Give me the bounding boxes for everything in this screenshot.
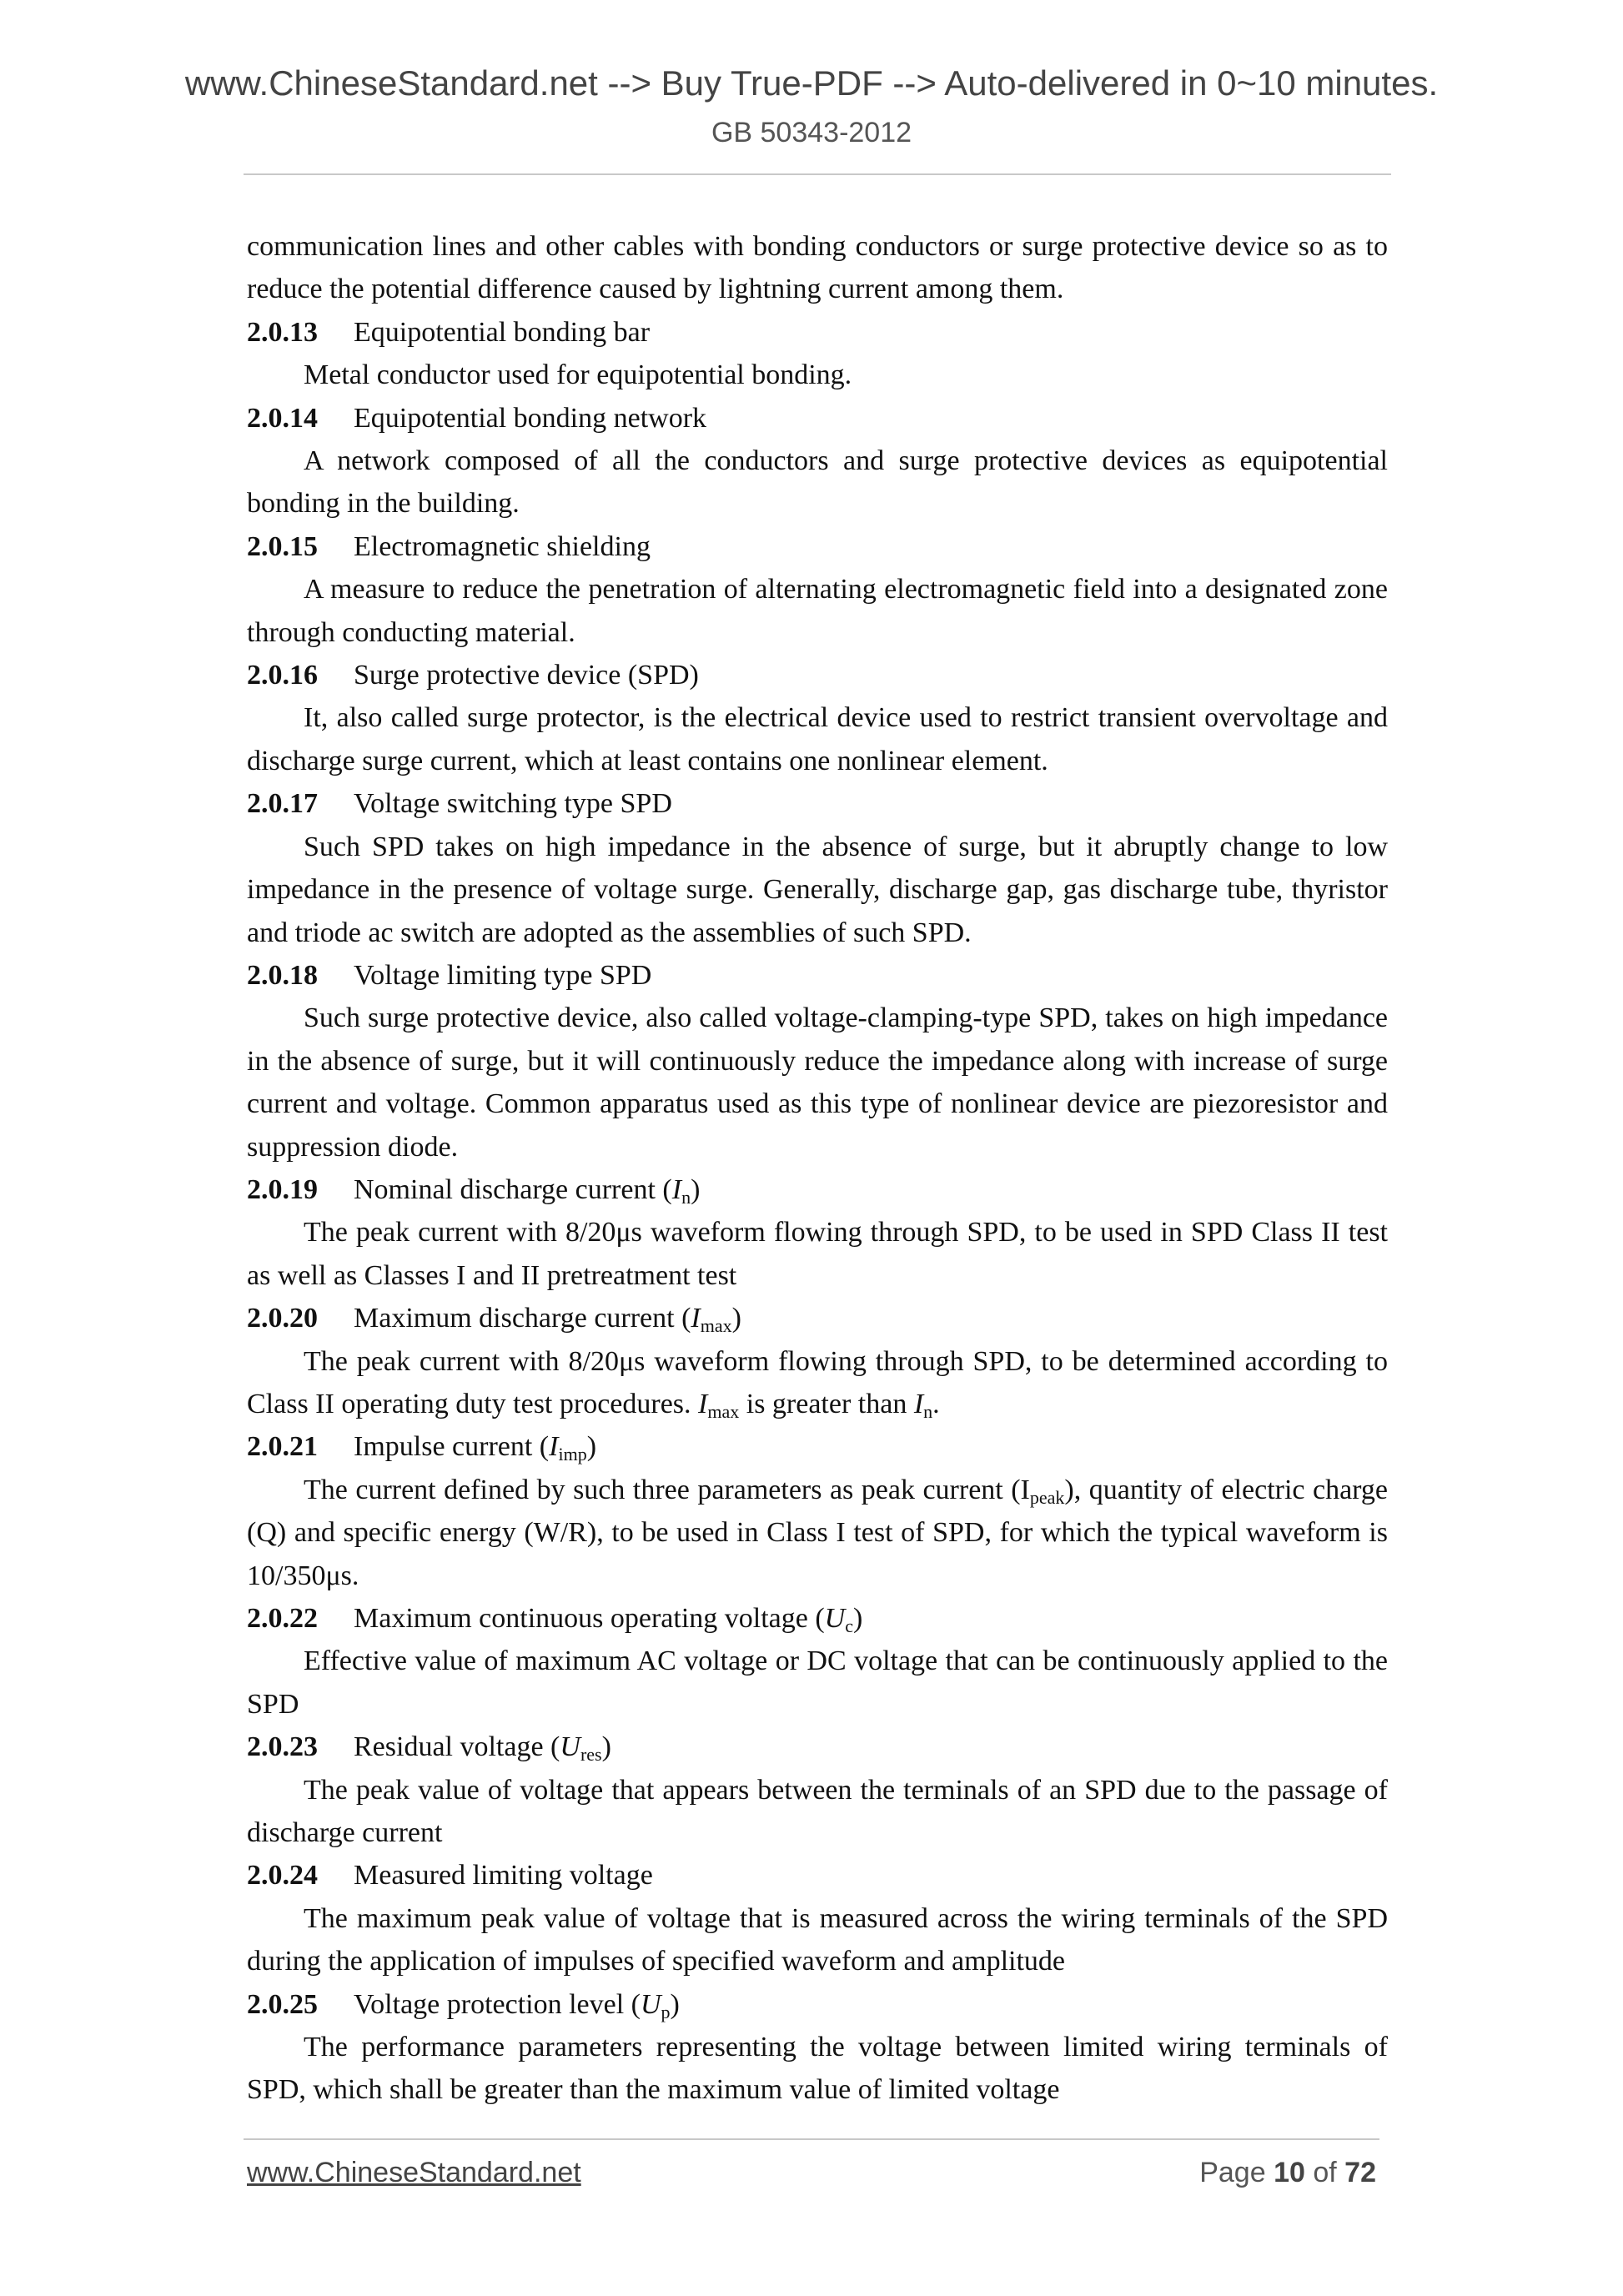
term-title: Maximum discharge current $(I_{max})$ <box>354 1303 741 1337</box>
term-heading <box>247 954 1388 997</box>
term-number: 2.0.20 <box>247 1303 318 1334</box>
term-definition: The peak value of voltage that appears between the terminals of an SPD due to the passage of discharge current <box>247 1774 1388 1849</box>
term-heading <box>247 311 1388 354</box>
term-number: 2.0.18 <box>247 959 318 991</box>
term-number: 2.0.23 <box>247 1731 318 1763</box>
page-indicator: Page 10 of 72 <box>1199 2157 1376 2188</box>
term-definition: A network composed of all the conductors and surge protective devices as equipotential bonding in the building. <box>247 445 1388 520</box>
header-divider <box>244 173 1391 175</box>
term-number: 2.0.13 <box>247 316 318 348</box>
term-number: 2.0.22 <box>247 1603 318 1634</box>
term-number: 2.0.15 <box>247 530 318 562</box>
term-title: Maximum continuous operating voltage $(U_c)$ <box>354 1603 863 1636</box>
page-total: 72 <box>1344 2157 1376 2188</box>
term-definition: Such surge protective device, also called voltage-clamping-type SPD, takes on high impedance in the absence of surge, but it will continuously reduce the impedance along with increase of surge current and voltage. Common apparatus used as this type of nonlinear device are piezoresistor and suppression diode. <box>247 1002 1388 1163</box>
footer-divider <box>244 2138 1379 2140</box>
term-title: Nominal discharge current $(I_n)$ <box>354 1173 701 1208</box>
document-body <box>247 225 1388 2112</box>
term-definition: The performance parameters representing the voltage between limited wiring terminals of SPD, which shall be greater than the maximum value of limited voltage <box>247 2032 1388 2106</box>
term-title: Impulse current $(I_{imp})$ <box>354 1431 597 1465</box>
term-number: 2.0.25 <box>247 1988 318 2020</box>
term-title: Surge protective device (SPD) <box>354 660 699 691</box>
term-definition: The current defined by such three parameters as peak current $(I_{peak})$, quantity of electric charge (Q) and specific energy (W/R), to be used in Class I test of SPD, for which the typical waveform is 10/350μs. <box>247 1474 1388 1591</box>
term-heading <box>247 1597 1388 1640</box>
term-heading <box>247 397 1388 440</box>
term-heading <box>247 1425 1388 1468</box>
term-definition: The peak current with 8/20μs waveform flowing through SPD, to be used in SPD Class II test as well as Classes I and II pretreatment test <box>247 1217 1388 1291</box>
standard-code: GB 50343-2012 <box>711 117 912 148</box>
term-heading <box>247 782 1388 825</box>
term-title: Equipotential bonding bar <box>354 316 651 348</box>
term-number: 2.0.24 <box>247 1860 318 1892</box>
header-banner[interactable]: www.ChineseStandard.net --> Buy True-PDF --> Auto-delivered in 0~10 minutes. <box>184 63 1439 103</box>
term-definition: Such SPD takes on high impedance in the absence of surge, but it abruptly change to low impedance in the presence of voltage surge. Generally, discharge gap, gas discharge tube, thyristor and triode ac switch are adopted as the assemblies of such SPD. <box>247 831 1388 948</box>
term-title: Equipotential bonding network <box>354 402 707 434</box>
term-heading <box>247 1726 1388 1768</box>
term-definition: Effective value of maximum AC voltage or DC voltage that can be continuously applied to the SPD <box>247 1645 1388 1720</box>
term-title: Residual voltage $(U_{res})$ <box>354 1731 611 1766</box>
term-definition: A measure to reduce the penetration of alternating electromagnetic field into a designated zone through conducting material. <box>247 574 1388 648</box>
term-title: Measured limiting voltage <box>354 1860 653 1892</box>
term-title: Voltage protection level $(U_p)$ <box>354 1988 680 2022</box>
intro-paragraph: communication lines and other cables with bonding conductors or surge protective device so as to reduce the potential difference caused by lightning current among them. <box>247 231 1388 305</box>
term-definition: It, also called surge protector, is the electrical device used to restrict transient overvoltage and discharge surge current, which at least contains one nonlinear element. <box>247 702 1388 776</box>
term-heading <box>247 1983 1388 2026</box>
term-number: 2.0.16 <box>247 660 318 691</box>
term-number: 2.0.14 <box>247 402 318 434</box>
term-title: Voltage limiting type SPD <box>354 959 652 991</box>
term-heading <box>247 654 1388 696</box>
term-heading <box>247 1297 1388 1339</box>
term-heading <box>247 1854 1388 1897</box>
term-definition: The peak current with 8/20μs waveform flowing through SPD, to be determined according to Class II operating duty test procedures. $I_{max}$ is greater than $I_n$. <box>247 1345 1388 1422</box>
term-title: Electromagnetic shielding <box>354 530 651 562</box>
page-number: 10 <box>1274 2157 1305 2188</box>
footer-link[interactable]: www.ChineseStandard.net <box>247 2157 581 2188</box>
term-title: Voltage switching type SPD <box>354 788 672 820</box>
term-number: 2.0.17 <box>247 788 318 820</box>
term-number: 2.0.21 <box>247 1431 318 1463</box>
term-heading <box>247 1168 1388 1211</box>
term-definition: Metal conductor used for equipotential bonding. <box>304 359 852 391</box>
term-number: 2.0.19 <box>247 1173 318 1205</box>
term-heading <box>247 525 1388 568</box>
term-definition: The maximum peak value of voltage that is measured across the wiring terminals of the SPD during the application of impulses of specified waveform and amplitude <box>247 1902 1388 1977</box>
